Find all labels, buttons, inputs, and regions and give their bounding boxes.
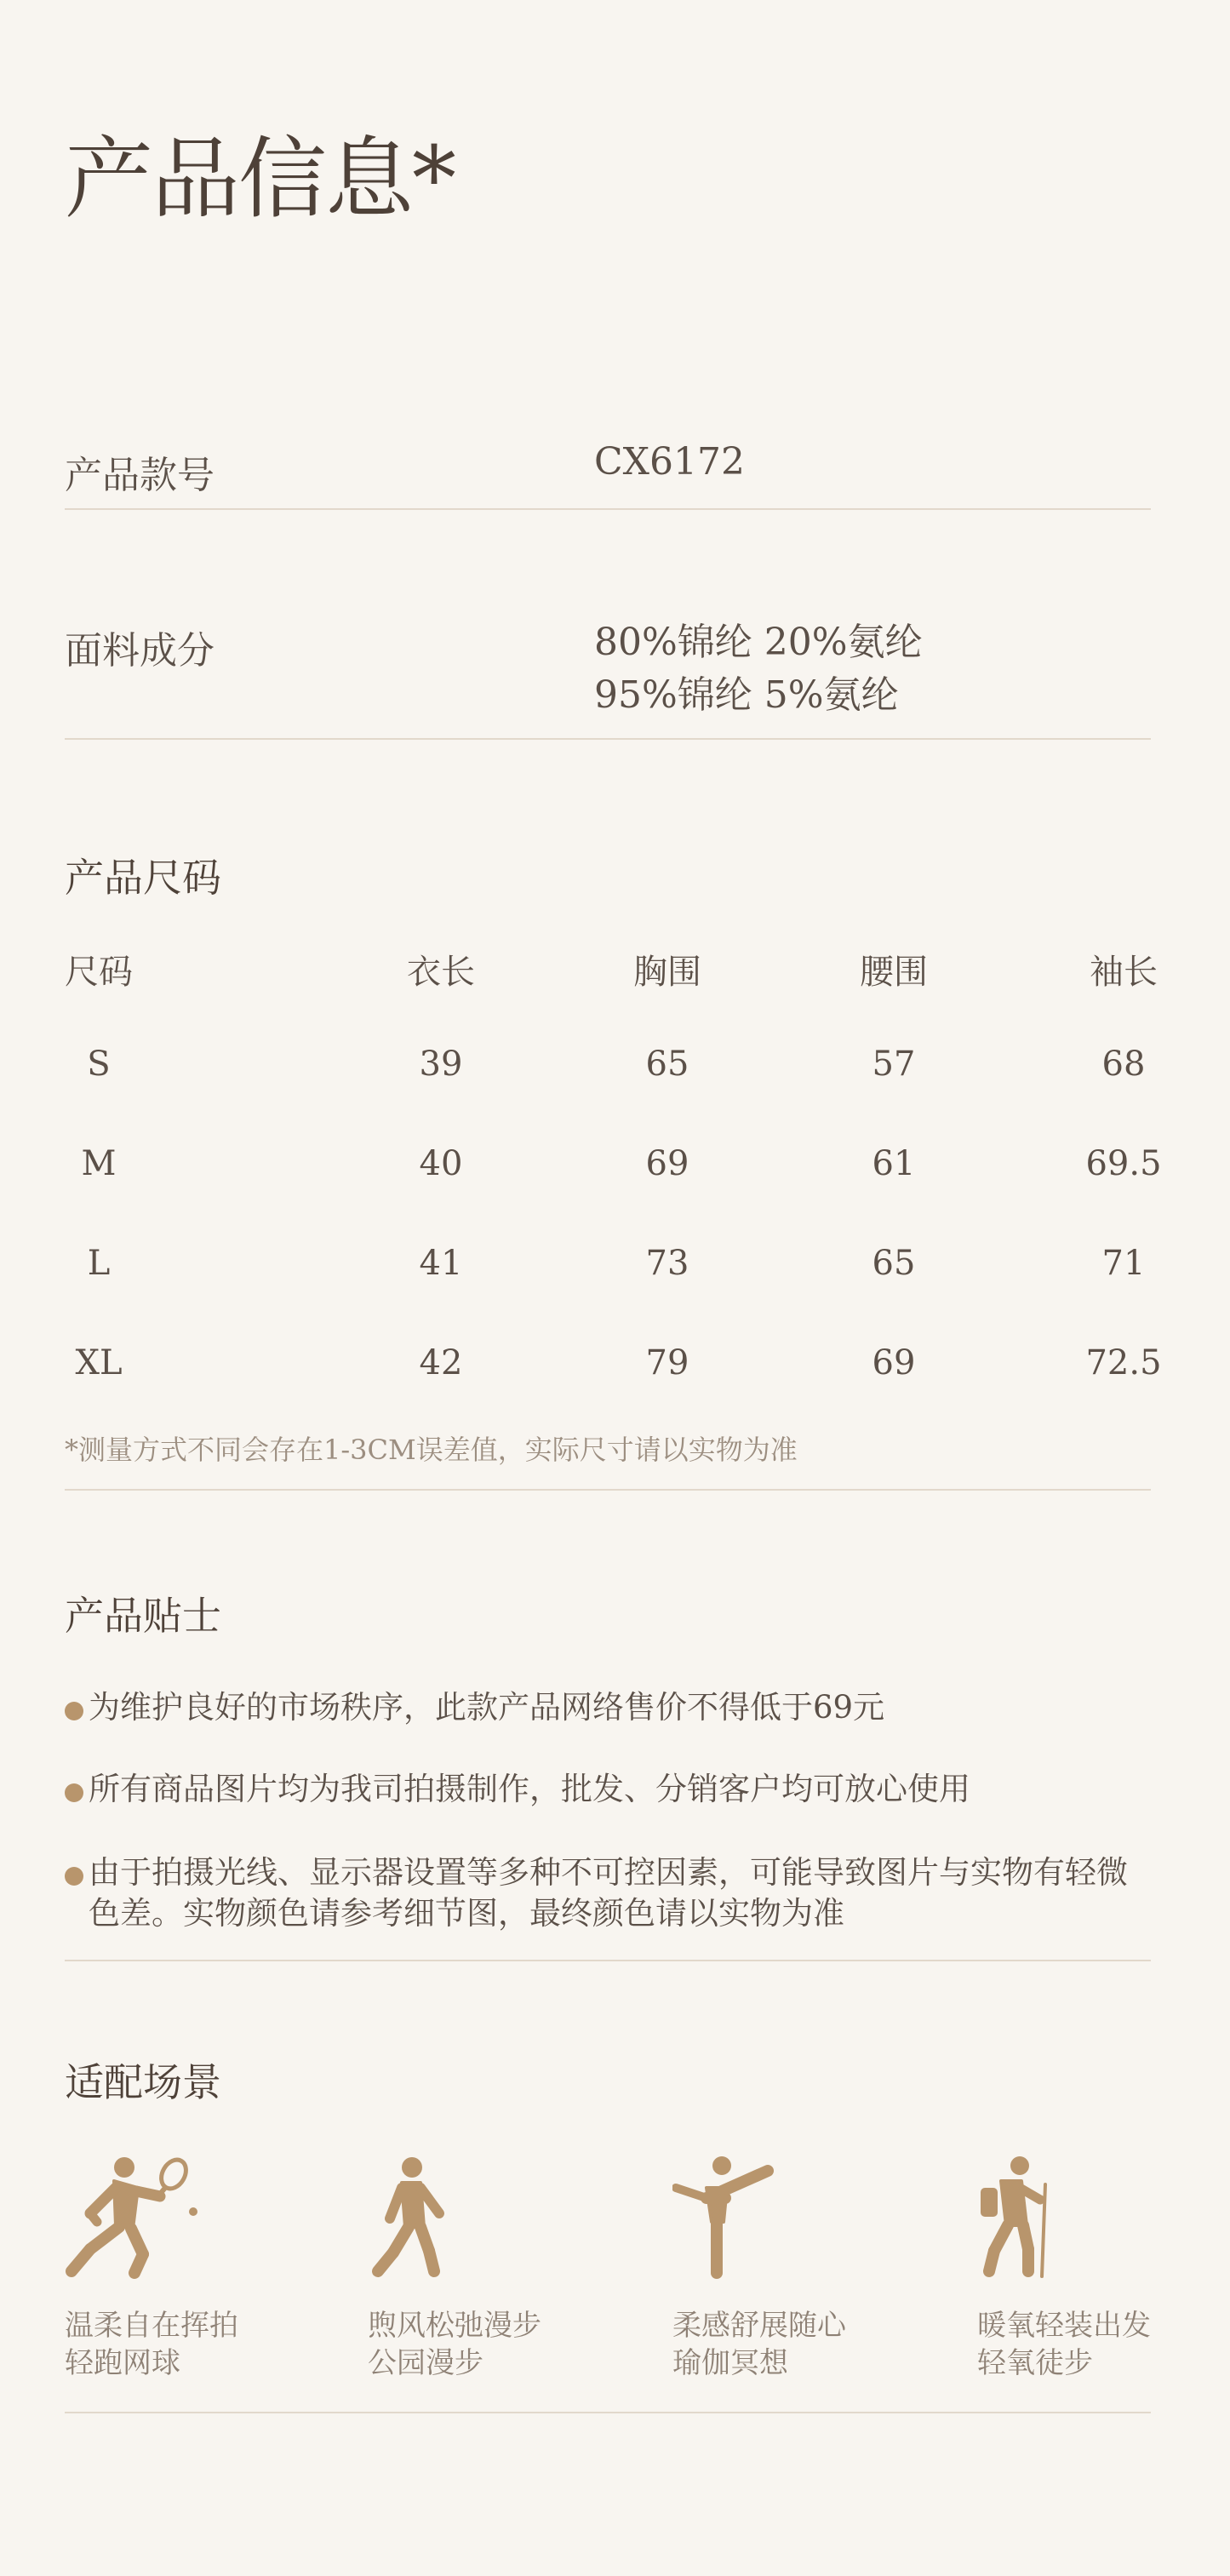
walking-icon xyxy=(368,2154,512,2290)
table-cell: 61 xyxy=(872,1144,916,1183)
tennis-icon xyxy=(65,2154,209,2290)
table-cell: 71 xyxy=(1101,1244,1146,1283)
scene-item xyxy=(65,2154,320,2382)
scene-caption-line1: 柔感舒展随心 xyxy=(672,2309,846,2343)
table-cell: 68 xyxy=(1101,1045,1146,1084)
hiking-icon xyxy=(977,2154,1122,2290)
size-note: *测量方式不同会存在1-3CM误差值，实际尺寸请以实物为准 xyxy=(65,1434,798,1466)
scene-item xyxy=(368,2154,623,2382)
table-cell: 39 xyxy=(419,1045,463,1084)
divider xyxy=(65,738,1151,740)
table-cell: 41 xyxy=(419,1244,463,1283)
style-no-label: 产品款号 xyxy=(65,454,215,497)
divider xyxy=(65,2412,1151,2413)
table-cell: M xyxy=(81,1144,117,1183)
table-cell: 65 xyxy=(645,1045,689,1084)
table-cell: 42 xyxy=(419,1343,463,1382)
size-section-title: 产品尺码 xyxy=(65,855,221,901)
table-cell: 72.5 xyxy=(1085,1343,1162,1382)
style-no-value: CX6172 xyxy=(594,440,745,484)
tips-section-title: 产品贴士 xyxy=(65,1593,221,1639)
table-cell: 40 xyxy=(419,1144,463,1183)
tip-item xyxy=(65,1852,1154,1934)
scene-caption-line1: 煦风松弛漫步 xyxy=(368,2309,541,2343)
bullet-dot xyxy=(65,1702,83,1720)
table-cell: 73 xyxy=(645,1244,689,1283)
scene-caption-line2: 轻跑网球 xyxy=(65,2346,180,2380)
divider xyxy=(65,1489,1151,1491)
size-table xyxy=(65,945,1180,1443)
table-cell: 69.5 xyxy=(1085,1144,1162,1183)
divider xyxy=(65,1960,1151,1961)
table-row xyxy=(65,1244,1180,1343)
scene-caption-line1: 暖氧轻装出发 xyxy=(977,2309,1151,2343)
fabric-value xyxy=(594,616,923,722)
table-cell: 57 xyxy=(872,1045,916,1084)
scene-caption-line2: 公园漫步 xyxy=(368,2346,483,2380)
yoga-icon xyxy=(672,2154,817,2290)
scene-caption-line1: 温柔自在挥拍 xyxy=(65,2309,238,2343)
page-title: 产品信息* xyxy=(65,127,455,231)
scene-item xyxy=(672,2154,928,2382)
scene-caption-line2: 轻氧徒步 xyxy=(977,2346,1093,2380)
header-cell: 尺码 xyxy=(65,953,133,992)
tip-text: 所有商品图片均为我司拍摄制作，批发、分销客户均可放心使用 xyxy=(89,1771,970,1807)
tip-text: 由于拍摄光线、显示器设置等多种不可控因素，可能导致图片与实物有轻微色差。实物颜色请参考细节图，最终颜色请以实物为准 xyxy=(89,1854,1128,1932)
table-cell: L xyxy=(87,1244,111,1283)
scene-item xyxy=(977,2154,1230,2382)
header-cell: 袖长 xyxy=(1090,953,1158,992)
fabric-line: 80%锦纶 20%氨纶 xyxy=(594,621,923,664)
table-cell: S xyxy=(87,1045,111,1084)
bullet-dot xyxy=(65,1783,83,1802)
scenes-section-title: 适配场景 xyxy=(65,2059,221,2105)
header-cell: 胸围 xyxy=(633,953,701,992)
table-cell: 69 xyxy=(872,1343,916,1382)
table-cell: XL xyxy=(75,1343,123,1382)
header-cell: 衣长 xyxy=(407,953,475,992)
tip-item xyxy=(65,1769,1163,1810)
table-cell: 79 xyxy=(645,1343,689,1382)
tip-item xyxy=(65,1687,1163,1728)
table-cell: 69 xyxy=(645,1144,689,1183)
fabric-label: 面料成分 xyxy=(65,629,215,673)
table-row xyxy=(65,1144,1180,1244)
header-cell: 腰围 xyxy=(860,953,928,992)
scene-caption-line2: 瑜伽冥想 xyxy=(672,2346,788,2380)
tip-text: 为维护良好的市场秩序，此款产品网络售价不得低于69元 xyxy=(89,1689,885,1726)
table-header-row xyxy=(65,945,1180,1030)
bullet-dot xyxy=(65,1867,83,1886)
fabric-line: 95%锦纶 5%氨纶 xyxy=(594,673,899,717)
divider xyxy=(65,508,1151,510)
table-row xyxy=(65,1045,1180,1144)
table-cell: 65 xyxy=(872,1244,916,1283)
